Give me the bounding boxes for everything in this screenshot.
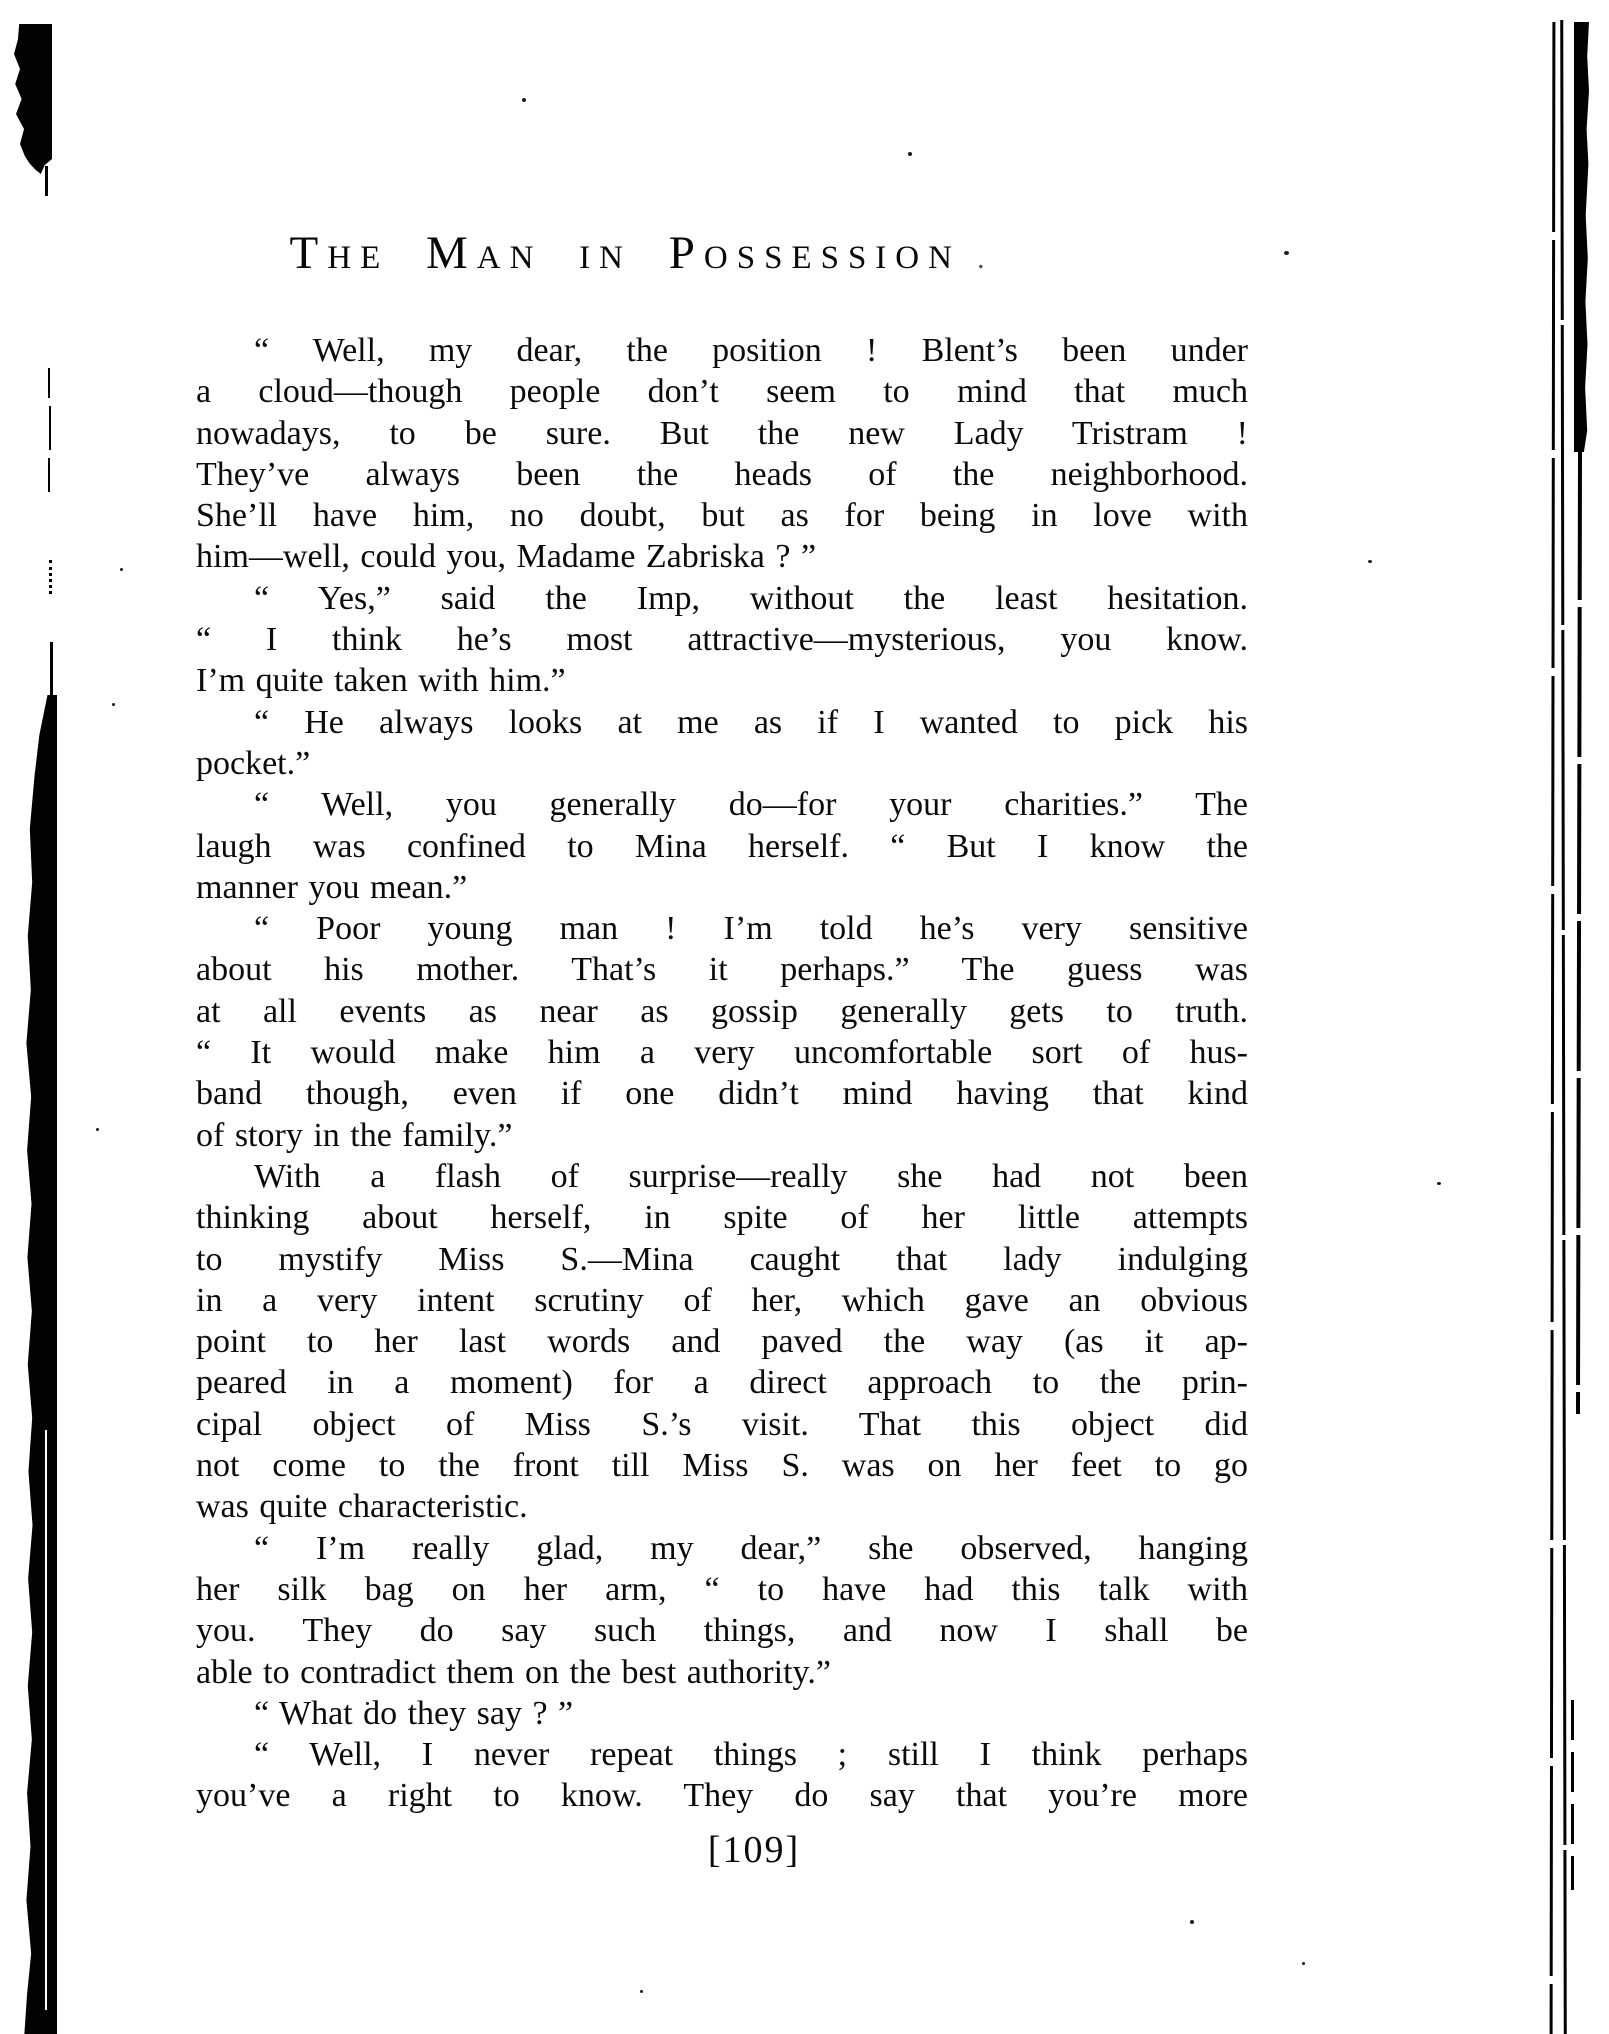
text-line: thinking about herself, in spite of her little attempts (196, 1199, 1248, 1237)
scan-speck (1302, 1962, 1305, 1965)
ink-blob-artifact (12, 24, 52, 174)
text-line: “ I’m really glad, my dear,” she observed, hanging (254, 1529, 1248, 1567)
right-ink-band-artifact (1574, 22, 1589, 452)
text-line: She’ll have him, no doubt, but as for being in love with (196, 497, 1248, 535)
scan-speck (112, 703, 115, 706)
title-trailing-mark: . (976, 242, 985, 275)
text-line: to mystify Miss S.—Mina caught that lady indulging (196, 1240, 1248, 1278)
scan-speck (96, 1128, 99, 1131)
text-line: was quite characteristic. (196, 1488, 528, 1526)
text-line: cipal object of Miss S.’s visit. That this object did (196, 1405, 1248, 1443)
left-margin-dotted-artifact (49, 560, 52, 594)
page-text (196, 330, 1248, 1817)
title-row (196, 226, 1248, 280)
right-rule-line-artifact (1576, 450, 1582, 1414)
left-margin-dash-artifact (49, 406, 51, 450)
text-line: you. They do say such things, and now I shall be (196, 1612, 1248, 1650)
scan-speck (1437, 1182, 1441, 1185)
text-line: “ I think he’s most attractive—mysterious, you know. (196, 621, 1248, 659)
text-line: peared in a moment) for a direct approach to the prin- (196, 1364, 1248, 1402)
scan-speck (908, 152, 912, 156)
left-margin-dash-artifact (48, 368, 50, 398)
text-line: in a very intent scrutiny of her, which gave an obvious (196, 1281, 1248, 1319)
scan-speck (120, 568, 123, 571)
right-rule-line-artifact (1550, 22, 1556, 2034)
text-line: “ Poor young man ! I’m told he’s very sensitive (254, 910, 1248, 948)
text-line: manner you mean.” (196, 868, 468, 906)
text-line: “ What do they say ? ” (254, 1694, 574, 1732)
left-streak-lead-artifact (50, 642, 53, 700)
text-line: “ It would make him a very uncomfortable sort of hus- (196, 1034, 1248, 1072)
scan-speck (640, 1990, 643, 1993)
left-margin-dash-artifact (48, 458, 50, 492)
text-line: With a flash of surprise—really she had not been (254, 1157, 1248, 1195)
text-line: band though, even if one didn’t mind having that kind (196, 1075, 1248, 1113)
text-line: not come to the front till Miss S. was on her feet to go (196, 1447, 1248, 1485)
text-line: “ Yes,” said the Imp, without the least hesitation. (254, 579, 1248, 617)
page-number: [109] (707, 1829, 801, 1871)
text-line: a cloud—though people don’t seem to mind that much (196, 373, 1248, 411)
text-line: “ Well, you generally do—for your charities.” The (254, 786, 1248, 824)
right-rule-line-artifact (1560, 20, 1567, 2034)
scan-speck (1368, 560, 1372, 563)
text-line: nowadays, to be sure. But the new Lady Tristram ! (196, 414, 1248, 452)
right-rule-line-artifact (1571, 1700, 1574, 1890)
streak-hairline-artifact (45, 1430, 47, 2010)
text-line: about his mother. That’s it perhaps.” The guess was (196, 951, 1248, 989)
ink-blob-tail-artifact (45, 166, 48, 196)
text-line: her silk bag on her arm, “ to have had this talk with (196, 1570, 1248, 1608)
left-ink-streak-artifact (23, 695, 57, 2034)
text-line: “ Well, my dear, the position ! Blent’s been under (254, 332, 1248, 369)
scan-speck (522, 98, 526, 102)
scan-speck (1190, 1920, 1194, 1924)
text-line: point to her last words and paved the way (as it ap- (196, 1323, 1248, 1361)
text-line: of story in the family.” (196, 1116, 513, 1154)
text-line: pocket.” (196, 744, 311, 782)
text-line: you’ve a right to know. They do say that you’re more (196, 1777, 1248, 1815)
text-line: “ He always looks at me as if I wanted to pick his (254, 703, 1248, 741)
text-line: “ Well, I never repeat things ; still I think perhaps (254, 1736, 1248, 1774)
scan-speck (1284, 251, 1289, 255)
chapter-title: The Man in Possession (289, 227, 961, 279)
text-line: him—well, could you, Madame Zabriska ? ” (196, 538, 817, 576)
text-line: at all events as near as gossip generally gets to truth. (196, 992, 1248, 1030)
text-line: laugh was confined to Mina herself. “ But I know the (196, 827, 1248, 865)
text-line: I’m quite taken with him.” (196, 662, 566, 700)
text-line: They’ve always been the heads of the neighborhood. (196, 455, 1248, 493)
text-line: able to contradict them on the best authority.” (196, 1653, 831, 1691)
